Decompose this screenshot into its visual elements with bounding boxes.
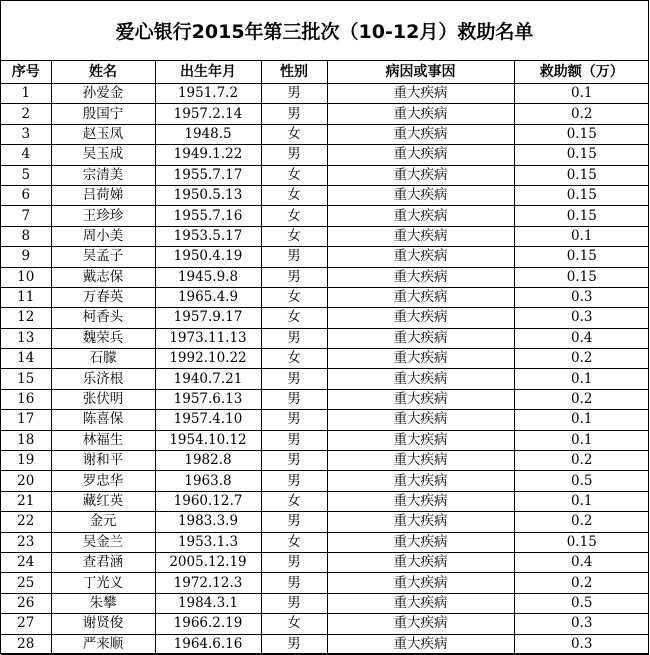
cell-amount: 0.15 <box>514 532 649 552</box>
cell-gender: 女 <box>261 287 327 307</box>
cell-gender: 男 <box>261 593 327 613</box>
cell-amount: 0.2 <box>514 512 649 532</box>
cell-gender: 男 <box>261 634 327 654</box>
table-row <box>1 104 649 124</box>
cell-no: 28 <box>1 634 51 654</box>
table-row <box>1 614 649 634</box>
header-no: 序号 <box>1 61 51 84</box>
cell-gender: 女 <box>261 185 327 205</box>
cell-gender: 女 <box>261 308 327 328</box>
cell-gender: 女 <box>261 226 327 246</box>
cell-gender: 女 <box>261 349 327 369</box>
cell-name: 王珍珍 <box>51 206 155 226</box>
header-amount: 救助额（万） <box>514 61 649 84</box>
cell-amount: 0.2 <box>514 573 649 593</box>
table-row <box>1 165 649 185</box>
cell-birth: 1950.5.13 <box>155 185 261 205</box>
cell-name: 赵玉凤 <box>51 124 155 144</box>
cell-name: 谢和平 <box>51 451 155 471</box>
cell-gender: 男 <box>261 573 327 593</box>
table-row <box>1 369 649 389</box>
table-row <box>1 247 649 267</box>
cell-no: 22 <box>1 512 51 532</box>
cell-cause: 重大疾病 <box>327 532 514 552</box>
cell-birth: 1972.12.3 <box>155 573 261 593</box>
cell-amount: 0.1 <box>514 84 649 104</box>
page-title: 爱心银行2015年第三批次（10-12月）救助名单 <box>1 1 648 61</box>
table-row <box>1 124 649 144</box>
cell-cause: 重大疾病 <box>327 491 514 511</box>
cell-amount: 0.3 <box>514 287 649 307</box>
cell-gender: 女 <box>261 614 327 634</box>
table-row <box>1 532 649 552</box>
cell-cause: 重大疾病 <box>327 104 514 124</box>
cell-cause: 重大疾病 <box>327 451 514 471</box>
cell-birth: 1973.11.13 <box>155 328 261 348</box>
cell-birth: 1940.7.21 <box>155 369 261 389</box>
cell-cause: 重大疾病 <box>327 185 514 205</box>
cell-cause: 重大疾病 <box>327 145 514 165</box>
cell-cause: 重大疾病 <box>327 430 514 450</box>
cell-no: 12 <box>1 308 51 328</box>
cell-name: 林福生 <box>51 430 155 450</box>
cell-birth: 1983.3.9 <box>155 512 261 532</box>
cell-no: 24 <box>1 552 51 572</box>
table-row <box>1 287 649 307</box>
cell-birth: 1954.10.12 <box>155 430 261 450</box>
cell-no: 27 <box>1 614 51 634</box>
cell-amount: 0.3 <box>514 614 649 634</box>
cell-cause: 重大疾病 <box>327 84 514 104</box>
cell-cause: 重大疾病 <box>327 206 514 226</box>
cell-amount: 0.2 <box>514 349 649 369</box>
cell-gender: 男 <box>261 512 327 532</box>
cell-amount: 0.15 <box>514 185 649 205</box>
cell-no: 19 <box>1 451 51 471</box>
cell-cause: 重大疾病 <box>327 389 514 409</box>
cell-cause: 重大疾病 <box>327 614 514 634</box>
cell-no: 21 <box>1 491 51 511</box>
cell-name: 周小美 <box>51 226 155 246</box>
cell-gender: 男 <box>261 145 327 165</box>
cell-amount: 0.1 <box>514 491 649 511</box>
table-row <box>1 573 649 593</box>
cell-birth: 1955.7.17 <box>155 165 261 185</box>
table-row <box>1 552 649 572</box>
table-row <box>1 328 649 348</box>
cell-amount: 0.1 <box>514 430 649 450</box>
table-row <box>1 471 649 491</box>
cell-gender: 男 <box>261 369 327 389</box>
cell-gender: 男 <box>261 247 327 267</box>
cell-birth: 1966.2.19 <box>155 614 261 634</box>
cell-amount: 0.2 <box>514 104 649 124</box>
cell-name: 吴玉成 <box>51 145 155 165</box>
cell-cause: 重大疾病 <box>327 349 514 369</box>
cell-gender: 男 <box>261 104 327 124</box>
cell-name: 殷国宁 <box>51 104 155 124</box>
cell-no: 4 <box>1 145 51 165</box>
cell-no: 14 <box>1 349 51 369</box>
cell-cause: 重大疾病 <box>327 593 514 613</box>
table-header-row <box>1 61 649 84</box>
cell-amount: 0.5 <box>514 471 649 491</box>
cell-cause: 重大疾病 <box>327 226 514 246</box>
cell-name: 严来顺 <box>51 634 155 654</box>
cell-name: 吕荷娣 <box>51 185 155 205</box>
cell-amount: 0.15 <box>514 124 649 144</box>
cell-no: 25 <box>1 573 51 593</box>
cell-name: 张伏明 <box>51 389 155 409</box>
cell-gender: 女 <box>261 491 327 511</box>
cell-birth: 1957.2.14 <box>155 104 261 124</box>
cell-cause: 重大疾病 <box>327 471 514 491</box>
relief-table <box>1 61 649 655</box>
cell-name: 金元 <box>51 512 155 532</box>
cell-birth: 1960.12.7 <box>155 491 261 511</box>
cell-amount: 0.2 <box>514 389 649 409</box>
table-row <box>1 145 649 165</box>
cell-birth: 1948.5 <box>155 124 261 144</box>
cell-no: 13 <box>1 328 51 348</box>
table-row <box>1 451 649 471</box>
cell-birth: 1957.9.17 <box>155 308 261 328</box>
cell-no: 20 <box>1 471 51 491</box>
cell-birth: 1949.1.22 <box>155 145 261 165</box>
cell-birth: 1982.8 <box>155 451 261 471</box>
cell-name: 吴金兰 <box>51 532 155 552</box>
cell-birth: 1965.4.9 <box>155 287 261 307</box>
cell-no: 8 <box>1 226 51 246</box>
cell-cause: 重大疾病 <box>327 573 514 593</box>
table-row <box>1 410 649 430</box>
cell-name: 孙爱金 <box>51 84 155 104</box>
header-birth: 出生年月 <box>155 61 261 84</box>
cell-amount: 0.15 <box>514 145 649 165</box>
cell-birth: 1984.3.1 <box>155 593 261 613</box>
table-row <box>1 84 649 104</box>
cell-gender: 女 <box>261 206 327 226</box>
table-row <box>1 389 649 409</box>
cell-cause: 重大疾病 <box>327 369 514 389</box>
cell-cause: 重大疾病 <box>327 124 514 144</box>
cell-no: 3 <box>1 124 51 144</box>
cell-amount: 0.4 <box>514 552 649 572</box>
cell-birth: 1992.10.22 <box>155 349 261 369</box>
cell-amount: 0.1 <box>514 226 649 246</box>
cell-gender: 男 <box>261 410 327 430</box>
cell-no: 1 <box>1 84 51 104</box>
table-body <box>1 84 649 655</box>
table-row <box>1 512 649 532</box>
cell-gender: 男 <box>261 84 327 104</box>
cell-no: 17 <box>1 410 51 430</box>
cell-amount: 0.2 <box>514 451 649 471</box>
cell-no: 23 <box>1 532 51 552</box>
cell-name: 罗忠华 <box>51 471 155 491</box>
cell-gender: 男 <box>261 451 327 471</box>
cell-cause: 重大疾病 <box>327 267 514 287</box>
cell-gender: 男 <box>261 552 327 572</box>
table-row <box>1 206 649 226</box>
cell-name: 谢贤俊 <box>51 614 155 634</box>
cell-no: 6 <box>1 185 51 205</box>
cell-amount: 0.3 <box>514 634 649 654</box>
cell-birth: 1950.4.19 <box>155 247 261 267</box>
table-row <box>1 267 649 287</box>
cell-name: 陈喜保 <box>51 410 155 430</box>
cell-cause: 重大疾病 <box>327 165 514 185</box>
cell-cause: 重大疾病 <box>327 247 514 267</box>
table-row <box>1 226 649 246</box>
cell-gender: 男 <box>261 389 327 409</box>
cell-cause: 重大疾病 <box>327 287 514 307</box>
cell-gender: 男 <box>261 430 327 450</box>
cell-gender: 女 <box>261 532 327 552</box>
table-row <box>1 185 649 205</box>
cell-name: 查君涵 <box>51 552 155 572</box>
table-row <box>1 349 649 369</box>
cell-name: 丁光义 <box>51 573 155 593</box>
cell-birth: 1963.8 <box>155 471 261 491</box>
cell-no: 9 <box>1 247 51 267</box>
cell-no: 26 <box>1 593 51 613</box>
header-gender: 性别 <box>261 61 327 84</box>
cell-cause: 重大疾病 <box>327 328 514 348</box>
cell-birth: 2005.12.19 <box>155 552 261 572</box>
cell-name: 万春英 <box>51 287 155 307</box>
table-row <box>1 634 649 654</box>
cell-gender: 女 <box>261 165 327 185</box>
cell-gender: 男 <box>261 328 327 348</box>
cell-name: 戴志保 <box>51 267 155 287</box>
cell-cause: 重大疾病 <box>327 552 514 572</box>
cell-no: 15 <box>1 369 51 389</box>
cell-amount: 0.1 <box>514 410 649 430</box>
cell-amount: 0.15 <box>514 206 649 226</box>
header-name: 姓名 <box>51 61 155 84</box>
cell-no: 5 <box>1 165 51 185</box>
cell-birth: 1957.6.13 <box>155 389 261 409</box>
cell-gender: 女 <box>261 124 327 144</box>
cell-name: 魏荣兵 <box>51 328 155 348</box>
header-cause: 病因或事因 <box>327 61 514 84</box>
cell-birth: 1951.7.2 <box>155 84 261 104</box>
cell-no: 2 <box>1 104 51 124</box>
cell-birth: 1953.5.17 <box>155 226 261 246</box>
table-row <box>1 491 649 511</box>
cell-name: 乐济根 <box>51 369 155 389</box>
table-row <box>1 430 649 450</box>
cell-amount: 0.1 <box>514 369 649 389</box>
cell-name: 朱攀 <box>51 593 155 613</box>
cell-birth: 1945.9.8 <box>155 267 261 287</box>
cell-no: 7 <box>1 206 51 226</box>
cell-no: 18 <box>1 430 51 450</box>
cell-amount: 0.15 <box>514 247 649 267</box>
table-row <box>1 593 649 613</box>
cell-amount: 0.15 <box>514 267 649 287</box>
cell-amount: 0.4 <box>514 328 649 348</box>
cell-name: 吴孟子 <box>51 247 155 267</box>
cell-birth: 1964.6.16 <box>155 634 261 654</box>
cell-cause: 重大疾病 <box>327 512 514 532</box>
cell-amount: 0.5 <box>514 593 649 613</box>
cell-cause: 重大疾病 <box>327 308 514 328</box>
table-row <box>1 308 649 328</box>
cell-name: 藏红英 <box>51 491 155 511</box>
cell-name: 石朦 <box>51 349 155 369</box>
cell-amount: 0.3 <box>514 308 649 328</box>
cell-amount: 0.15 <box>514 165 649 185</box>
cell-no: 11 <box>1 287 51 307</box>
cell-birth: 1955.7.16 <box>155 206 261 226</box>
cell-cause: 重大疾病 <box>327 410 514 430</box>
cell-cause: 重大疾病 <box>327 634 514 654</box>
cell-name: 宗清美 <box>51 165 155 185</box>
cell-name: 柯香头 <box>51 308 155 328</box>
cell-no: 10 <box>1 267 51 287</box>
cell-gender: 男 <box>261 471 327 491</box>
cell-gender: 男 <box>261 267 327 287</box>
cell-no: 16 <box>1 389 51 409</box>
cell-birth: 1957.4.10 <box>155 410 261 430</box>
cell-birth: 1953.1.3 <box>155 532 261 552</box>
